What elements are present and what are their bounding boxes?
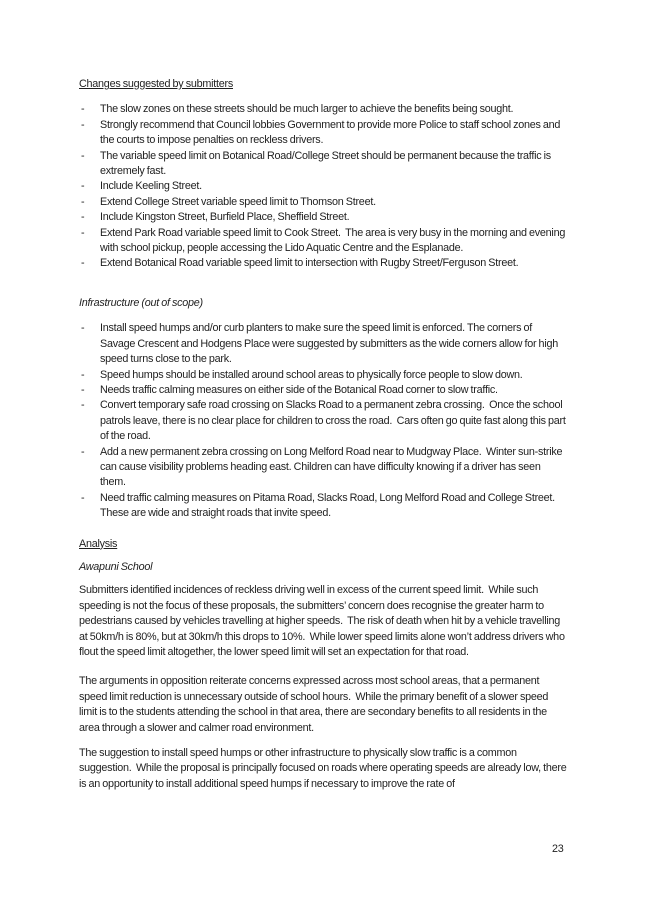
list-item: - Needs traffic calming measures on either side of the Botanical Road corner to slow traffic. xyxy=(79,383,567,398)
doc-subheading-awapuni-school: Awapuni School xyxy=(79,560,153,573)
list-item: - Include Keeling Street. xyxy=(79,179,567,194)
list-item: - The variable speed limit on Botanical Road/College Street should be permanent because the traffic is extremely fast. xyxy=(79,149,567,180)
bullet-list-changes xyxy=(79,102,567,271)
doc-heading-changes-suggested: Changes suggested by submitters xyxy=(79,78,233,90)
list-item: - Convert temporary safe road crossing on Slacks Road to a permanent zebra crossing. Once the school patrols leave, there is no clear place for children to cross the road. Cars often go quite fast along this part of the road. xyxy=(79,398,567,444)
list-item: - Extend Park Road variable speed limit to Cook Street. The area is very busy in the morning and evening with school pickup, people accessing the Lido Aquatic Centre and the Esplanade. xyxy=(79,226,567,257)
paragraph-analysis-1: Submitters identified incidences of reckless driving well in excess of the current speed limit. While such speeding is not the focus of these proposals, the submitters’ concern does recognise the greater harm to pedestrians caused by vehicles travelling at higher speeds. The risk of death when hit by a vehicle travelling at 50km/h is 80%, but at 30km/h this drops to 10%. While lower speed limits alone won’t address drivers who flout the speed limit altogether, the lower speed limit will set an expectation for that road. xyxy=(79,584,565,658)
doc-heading-analysis: Analysis xyxy=(79,537,118,550)
paragraph-analysis-2: The arguments in opposition reiterate concerns expressed across most school areas, that a permanent speed limit reduction is unnecessary outside of school hours. While the primary benefit of a slower speed limit is to the students attending the school in that area, there are secondary benefits to all residents in the area through a slower and calmer road environment. xyxy=(79,675,549,734)
list-item: - Need traffic calming measures on Pitama Road, Slacks Road, Long Melford Road and College Street. These are wide and straight roads that invite speed. xyxy=(79,491,567,522)
list-item: - Extend Botanical Road variable speed limit to intersection with Rugby Street/Ferguson Street. xyxy=(79,256,567,271)
list-item: - The slow zones on these streets should be much larger to achieve the benefits being sought. xyxy=(79,102,567,117)
doc-heading-infrastructure: Infrastructure (out of scope) xyxy=(79,296,203,309)
paragraph-analysis-3: The suggestion to install speed humps or other infrastructure to physically slow traffic is a common suggestion. While the proposal is principally focused on roads where operating speeds are already low, there is an opportunity to install additional speed humps if necessary to improve the rate of xyxy=(79,747,567,790)
page-number: 23 xyxy=(552,843,564,855)
list-item: - Install speed humps and/or curb planters to make sure the speed limit is enforced. The corners of Savage Crescent and Hodgens Place were suggested by submitters as the wide corners allow for high speed turns close to the park. xyxy=(79,321,567,367)
list-item: - Include Kingston Street, Burfield Place, Sheffield Street. xyxy=(79,210,567,225)
list-item: - Extend College Street variable speed limit to Thomson Street. xyxy=(79,195,567,210)
list-item: - Speed humps should be installed around school areas to physically force people to slow down. xyxy=(79,368,567,383)
list-item: - Strongly recommend that Council lobbies Government to provide more Police to staff school zones and the courts to impose penalties on reckless drivers. xyxy=(79,118,567,149)
bullet-list-infrastructure xyxy=(79,321,567,521)
list-item: - Add a new permanent zebra crossing on Long Melford Road near to Mudgway Place. Winter sun-strike can cause visibility problems heading east. Children can have difficulty knowing if a driver has seen them. xyxy=(79,445,567,491)
